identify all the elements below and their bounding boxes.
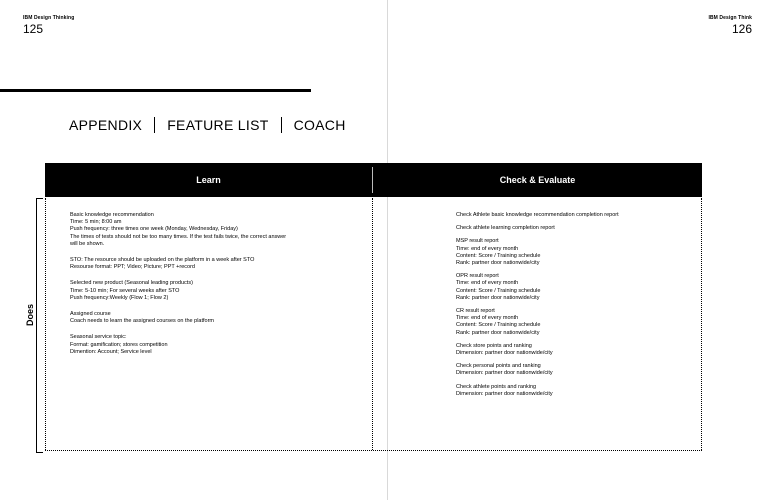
text-line: Check store points and ranking (456, 342, 532, 349)
text-line: will be shown. (70, 240, 105, 247)
text-line: Seasonal service topic: (70, 334, 127, 341)
text-line: OPR result report (456, 273, 499, 280)
breadcrumb-coach: COACH (281, 117, 358, 133)
text-line: Check Athlete basic knowledge recommendation completion report (456, 212, 619, 218)
learn-entry (70, 212, 365, 248)
text-line: Assigned course (70, 311, 111, 318)
text-line: Resourse format: PPT; Video; Picture; PPT +record (70, 264, 195, 271)
text-line: Dimention: Account; Service level (70, 348, 152, 355)
learn-entry (70, 334, 365, 356)
text-line: Check athlete learning completion report (456, 225, 555, 232)
breadcrumb-appendix: APPENDIX (69, 117, 143, 133)
check-evaluate-column-content (456, 212, 686, 404)
text-line: MSP result report (456, 238, 499, 245)
section-rule (0, 89, 311, 92)
check-entry (456, 363, 686, 377)
page-number-left: 125 (23, 22, 44, 36)
text-line: Dimension: partner door nationwide/city (456, 390, 553, 397)
text-line: Time: 5 min; 8:00 am (70, 219, 122, 226)
text-line: Dimension: partner door nationwide/city (456, 350, 553, 357)
learn-entry (70, 311, 365, 325)
learn-entry (70, 257, 365, 271)
text-line: Check personal points and ranking (456, 363, 541, 370)
row-label-does: Does (25, 303, 35, 327)
text-line: Push frequency:Weekly (Flow 1; Flow 2) (70, 294, 169, 301)
learn-entry (70, 280, 365, 302)
breadcrumb-feature-list: FEATURE LIST (154, 117, 280, 133)
text-line: Dimension: partner door nationwide/city (456, 370, 553, 377)
text-line: Check athlete points and ranking (456, 383, 537, 390)
text-line: Rank: partner door nationwide/city (456, 260, 540, 267)
table-border-bottom (45, 450, 702, 451)
table-header-bar (45, 163, 702, 197)
table-border-right (701, 198, 702, 450)
text-line: Time: end of every month (456, 245, 519, 252)
text-line: Rank: partner door nationwide/city (456, 294, 540, 301)
brand-label-left: IBM Design Thinking (23, 15, 75, 21)
text-line: Coach needs to learn the assigned courses on the platform (70, 318, 215, 325)
text-line: STO: The resource should be uploaded on the platform in a week after STO (70, 257, 255, 264)
column-header-learn: Learn (196, 175, 221, 185)
table-border-left (45, 198, 46, 450)
page-number-right: 126 (731, 22, 752, 36)
brand-label-right: IBM Design Think (708, 15, 752, 21)
check-entry (456, 238, 686, 267)
text-line: Push frequency: three times one week (Monday, Wednesday, Friday) (70, 226, 238, 233)
text-line: Basic knowledge recommendation (70, 212, 154, 218)
text-line: Content: Score / Training schedule (456, 322, 541, 329)
column-header-check-evaluate: Check & Evaluate (499, 175, 576, 185)
text-line: Time: 5-10 min; For several weeks after STO (70, 287, 180, 294)
breadcrumb (69, 113, 358, 137)
check-entry (456, 273, 686, 302)
text-line: Time: end of every month (456, 315, 519, 322)
text-line: Rank: partner door nationwide/city (456, 329, 540, 336)
text-line: The times of tests should not be too many times. If the test fails twice, the correct answer (70, 233, 287, 240)
text-line: Time: end of every month (456, 280, 519, 287)
text-line: Selected new product (Seasonal leading products) (70, 280, 193, 287)
check-entry (456, 384, 686, 398)
text-line: Content: Score / Training schedule (456, 252, 541, 259)
table-column-divider (372, 198, 373, 450)
text-line: CR result report (456, 308, 495, 315)
check-entry (456, 212, 686, 219)
row-bracket (36, 198, 43, 453)
check-entry (456, 308, 686, 337)
text-line: Content: Score / Training schedule (456, 287, 541, 294)
text-line: Format: gamification; stores competition (70, 341, 168, 348)
check-entry (456, 225, 686, 232)
check-entry (456, 343, 686, 357)
learn-column-content (70, 212, 365, 365)
